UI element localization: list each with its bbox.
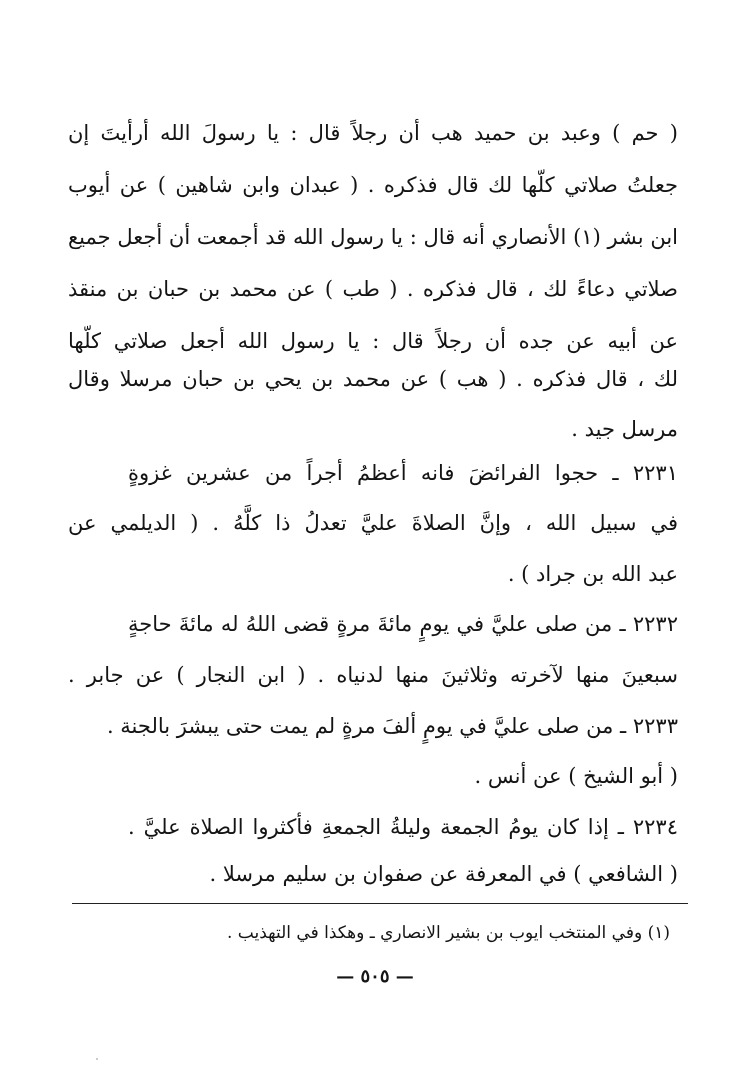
text-line: ٢٢٣٣ ـ من صلى عليَّ في يومٍ ألفَ مرةٍ لم يمت حتى يبشرَ بالجنة . xyxy=(106,714,678,738)
text-line: ( الشافعي ) في المعرفة عن صفوان بن سليم مرسلا . xyxy=(209,862,678,886)
page-number: — ٥٠٥ — xyxy=(336,966,414,987)
text-line: ( حم ) وعبد بن حميد هب أن رجلاً قال : يا رسولَ الله أرأيتَ إن xyxy=(68,121,678,145)
text-line: جعلتُ صلاتي كلّها لك قال فذكره . ( عبدان وابن شاهين ) عن أيوب xyxy=(68,173,678,197)
text-line: ابن بشر (١) الأنصاري أنه قال : يا رسول الله قد أجمعت أن أجعل جميع xyxy=(68,225,679,249)
text-line: صلاتي دعاءً لك ، قال فذكره . ( طب ) عن محمد بن حبان بن منقذ xyxy=(68,277,678,301)
text-line: سبعينَ منها لآخرته وثلاثينَ منها لدنياه . ( ابن النجار ) عن جابر . xyxy=(68,663,678,687)
scan-speck xyxy=(96,1058,98,1060)
text-line: لك ، قال فذكره . ( هب ) عن محمد بن يحي بن حبان مرسلا وقال xyxy=(68,367,678,391)
text-line: عن أبيه عن جده أن رجلاً قال : يا رسول الله أجعل صلاتي كلّها xyxy=(68,329,679,353)
text-line: ( أبو الشيخ ) عن أنس . xyxy=(474,764,678,788)
text-line: ٢٢٣٤ ـ إذا كان يومُ الجمعة وليلةُ الجمعةِ فأكثروا الصلاة عليَّ . xyxy=(128,815,678,839)
text-line: ٢٢٣١ ـ حجوا الفرائضَ فانه أعظمُ أجراً من عشرين غزوةٍ xyxy=(128,461,678,485)
text-line: ٢٢٣٢ ـ من صلى عليَّ في يومٍ مائةَ مرةٍ قضى اللهُ له مائةَ حاجةٍ xyxy=(128,612,678,636)
footnote-divider xyxy=(72,903,688,904)
footnote: (١) وفي المنتخب ايوب بن بشير الانصاري ـ وهكذا في التهذيب . xyxy=(226,923,670,943)
text-line: مرسل جيد . xyxy=(571,417,678,441)
text-line: عبد الله بن جراد ) . xyxy=(507,562,678,586)
text-line: في سبيل الله ، وإنَّ الصلاةَ عليَّ تعدلُ ذا كلَّهُ . ( الديلمي عن xyxy=(68,511,678,535)
